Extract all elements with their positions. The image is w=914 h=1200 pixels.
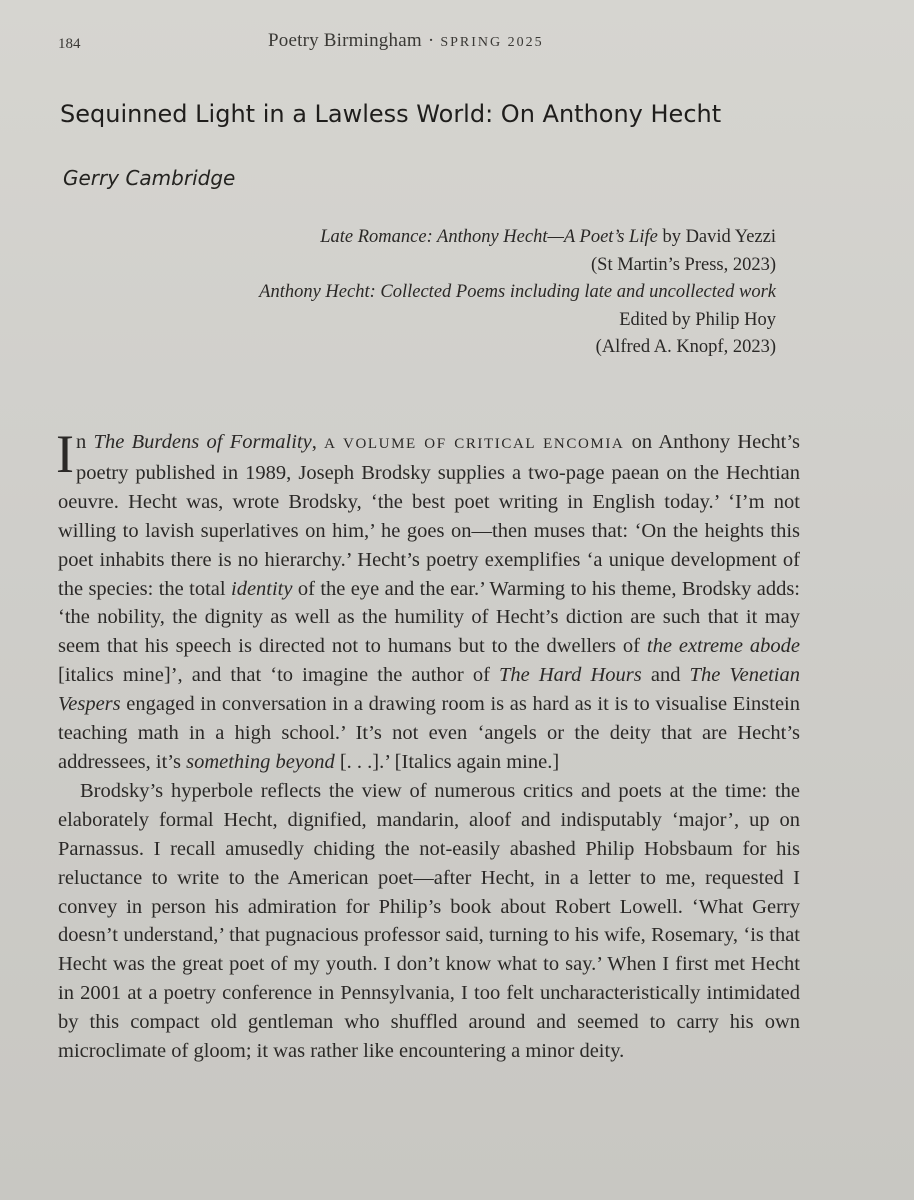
p1-italic: identity [231, 577, 293, 600]
article-body [56, 424, 800, 1066]
running-head [58, 30, 856, 58]
p1-italic: The Venetian Vespers [58, 664, 800, 716]
paragraph-1 [56, 424, 800, 777]
article-title: Sequinned Light in a Lawless World: On Anthony Hecht [60, 100, 722, 128]
p1-text: [italics mine]’, and that ‘to imagine the author of [58, 664, 500, 687]
book-2-editor: Edited by Philip Hoy [619, 309, 776, 330]
p1-text: engaged in conversation in a drawing room is as hard as it is to visualise Einstein teaching math in a high school.’ It’s not even ‘angels or the deity that are Hecht’s addressees, it’s [58, 693, 800, 773]
page-number: 184 [58, 36, 81, 52]
article-author: Gerry Cambridge [63, 166, 236, 190]
journal-name: Poetry Birmingham [268, 30, 422, 51]
p1-text: of the eye and the ear.’ Warming to his theme, Brodsky adds: ‘the nobility, the dignity as well as the humility of Hecht’s diction are such that it may seem that his speech is directed not to humans but to the dwellers of [58, 577, 800, 658]
p1-text: and [641, 664, 690, 687]
p1-text: on Anthony Hecht’s poetry published in 1989, Joseph Brodsky supplies a two-page paean on the Hechtian oeuvre. Hecht was, wrote Brodsky, ‘the best poet writing in English today.’ ‘I’m not willing to lavish superlatives on him,’ he goes on—then muses that: ‘On the heights this poet inhabits there is no hierarchy.’ Hecht’s poetry exemplifies ‘a unique development of the species: the total [58, 431, 800, 600]
p1-italic: something beyond [186, 750, 335, 773]
p1-text: n [75, 431, 94, 453]
header-separator: · [427, 30, 435, 51]
p1-text: [. . .].’ [Italics again mine.] [334, 750, 560, 773]
p1-text: , [311, 431, 325, 453]
p1-smallcaps: A VOLUME OF CRITICAL ENCOMIA [324, 436, 625, 452]
reviewed-books [156, 224, 776, 362]
p1-italic: The Burdens of Formality [93, 431, 312, 453]
paragraph-2: Brodsky’s hyperbole reflects the view of numerous critics and poets at the time: the elaborately formal Hecht, dignified, mandarin, aloof and indisputably ‘major’, up on Parnassus. I recall amusedly chiding the not-easily abashed Philip Hobsbaum for his reluctance to write to the American poet—after Hecht, in a letter to me, requested I convey in person his admiration for Philip’s book about Robert Lowell. ‘What Gerry doesn’t understand,’ that pugnacious professor said, turning to his wife, Rosemary, ‘is that Hecht was the great poet of my youth. I don’t know what to say.’ When I first met Hecht in 2001 at a poetry conference in Pennsylvania, I too felt uncharacteristically intimidated by this compact old gentleman who shuffled around and seemed to carry his own microclimate of gloom; it was rather like encountering a minor deity. [58, 779, 800, 1063]
p1-italic: The Hard Hours [499, 664, 642, 687]
book-1-line [156, 224, 776, 252]
book-1-title: Late Romance: Anthony Hecht—A Poet’s Life [320, 227, 658, 247]
book-2-publisher: (Alfred A. Knopf, 2023) [595, 337, 776, 357]
book-2-title: Anthony Hecht: Collected Poems including late and uncollected work [259, 282, 776, 302]
drop-cap: I [56, 424, 74, 484]
book-1-publisher: (St Martin’s Press, 2023) [591, 254, 776, 275]
journal-title [268, 30, 544, 52]
book-1-byline: by David Yezzi [657, 227, 776, 247]
issue-label: SPRING 2025 [440, 35, 544, 50]
p1-italic: the extreme abode [646, 635, 800, 658]
